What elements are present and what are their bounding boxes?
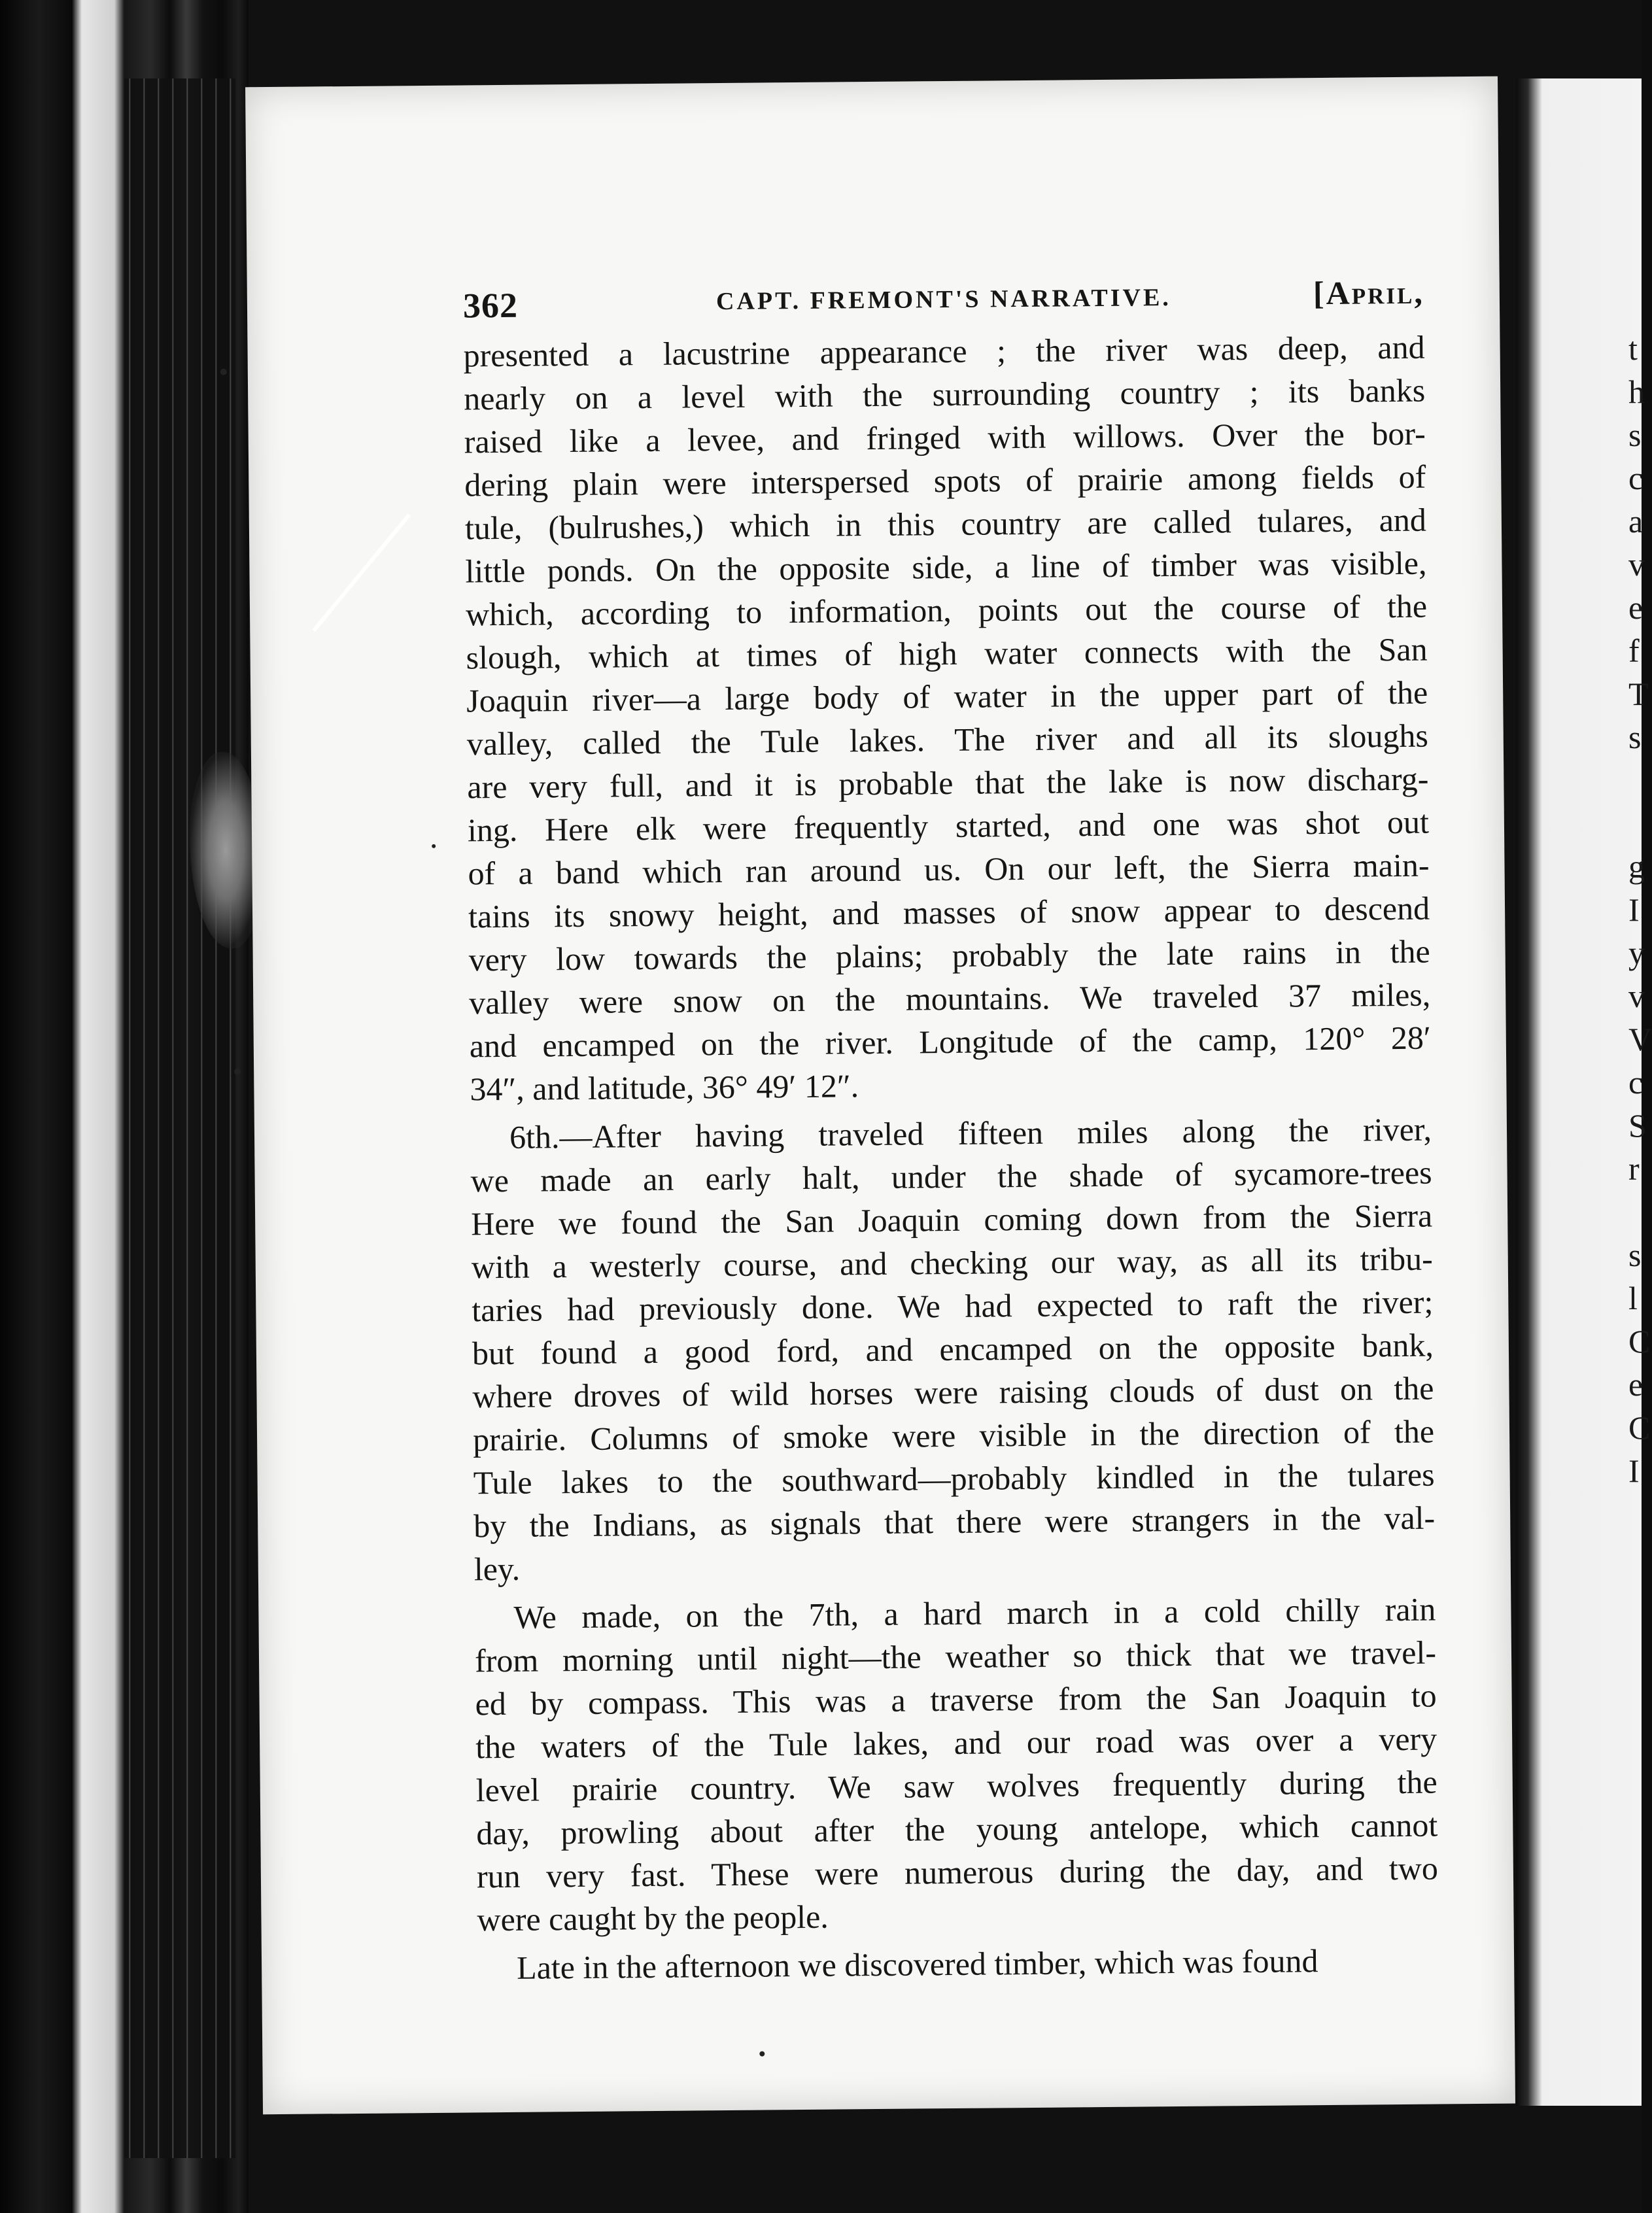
facing-page-letter: s — [1628, 719, 1642, 755]
text-line: valley were snow on the mountains. We traveled 37 miles, — [469, 976, 1431, 1021]
text-line: the waters of the Tule lakes, and our road was over a very — [475, 1720, 1437, 1766]
facing-page-letter: I — [1628, 891, 1640, 928]
text-line: little ponds. On the opposite side, a line of timber was visible, — [465, 544, 1427, 590]
paragraph — [470, 1108, 1436, 1591]
running-month: [April, — [1313, 273, 1425, 312]
text-line: day, prowling about after the young antelope, which cannot — [476, 1806, 1438, 1852]
text-line: tule, (bulrushes,) which in this country are called tulares, and — [464, 501, 1427, 547]
facing-page-letter: l — [1628, 1280, 1638, 1316]
facing-page-letter — [1628, 759, 1642, 802]
text-line: very low towards the plains; probably the late rains in the — [468, 933, 1430, 978]
text-line: we made an early halt, under the shade of sycamore-trees — [470, 1154, 1432, 1199]
facing-page-letter: c — [1628, 1064, 1643, 1101]
book-page — [245, 77, 1515, 2115]
facing-page-letter: t — [1628, 330, 1638, 367]
facing-page-letter: S — [1628, 1107, 1647, 1144]
text-line: ing. Here elk were frequently started, and one was shot out — [467, 803, 1430, 849]
text-line: were caught by the people. — [477, 1898, 829, 1938]
facing-page-letter: v — [1628, 546, 1645, 583]
facing-page-letter: s — [1628, 417, 1642, 453]
text-line: slough, which at times of high water connects with the San — [466, 630, 1428, 676]
text-line: valley, called the Tule lakes. The river and all its sloughs — [466, 717, 1429, 763]
facing-page-letter: a — [1628, 503, 1643, 540]
text-line: Here we found the San Joaquin coming down from the Sierra — [470, 1197, 1433, 1243]
facing-page-letter: v — [1628, 978, 1645, 1014]
facing-page-letter — [1628, 1190, 1642, 1233]
facing-page-letter: I — [1628, 1452, 1640, 1489]
facing-page-letter: r — [1628, 1150, 1640, 1187]
text-line: taries had previously done. We had expected to raft the river; — [472, 1283, 1434, 1329]
facing-page-letter: y — [1628, 935, 1645, 971]
text-line: with a westerly course, and checking our way, as all its tribu- — [471, 1240, 1433, 1286]
text-line: prairie. Columns of smoke were visible in the direction of the — [472, 1413, 1435, 1458]
text-line: run very fast. These were numerous during the day, and two — [476, 1849, 1439, 1895]
text-line: nearly on a level with the surrounding country ; its banks — [463, 371, 1426, 417]
ink-speck — [432, 844, 436, 848]
text-line: presented a lacustrine appearance ; the river was deep, and — [463, 328, 1425, 374]
page-edges — [124, 78, 235, 2158]
facing-page-letter: T — [1628, 676, 1649, 712]
facing-page-letter: h — [1628, 373, 1645, 410]
scan-scratch — [312, 513, 411, 632]
ink-speck — [220, 369, 227, 375]
text-line: where droves of wild horses were raising clouds of dust on the — [472, 1369, 1434, 1415]
facing-page-letter: C — [1628, 1409, 1651, 1446]
text-line: 34″, and latitude, 36° 49′ 12″. — [470, 1067, 859, 1108]
page-text — [463, 273, 1439, 1990]
page-number: 362 — [462, 285, 519, 326]
facing-page-letter: C — [1628, 1323, 1651, 1360]
text-line: ed by compass. This was a traverse from the San Joaquin to — [475, 1677, 1437, 1723]
body-text — [463, 326, 1439, 1990]
facing-page-letter: e — [1628, 589, 1643, 626]
text-line: raised like a levee, and fringed with willows. Over the bor- — [464, 415, 1426, 460]
facing-page-letter — [1628, 802, 1642, 845]
text-line: tains its snowy height, and masses of snow appear to descend — [468, 889, 1430, 935]
facing-page-letter: V — [1628, 1021, 1652, 1057]
text-line: Tule lakes to the southward—probably kindled in the tulares — [473, 1456, 1435, 1501]
ink-speck — [759, 2051, 765, 2057]
text-line: by the Indians, as signals that there were strangers in the val- — [473, 1499, 1436, 1545]
facing-page-letter: s — [1628, 1237, 1642, 1273]
text-line: and encamped on the river. Longitude of the camp, 120° 28′ — [469, 1019, 1432, 1065]
paragraph — [463, 326, 1431, 1111]
text-line: of a band which ran around us. On our left, the Sierra main- — [468, 846, 1430, 892]
text-line: level prairie country. We saw wolves frequently during the — [475, 1763, 1437, 1809]
facing-page-letter: c — [1628, 460, 1643, 496]
text-line: which, according to information, points out the course of the — [465, 587, 1428, 633]
text-line: from morning until night—the weather so thick that we travel- — [474, 1634, 1437, 1679]
ink-speck — [234, 1068, 241, 1074]
facing-page-letter: e — [1628, 1366, 1643, 1403]
paragraph — [474, 1588, 1439, 1942]
paragraph — [477, 1938, 1439, 1990]
running-title: CAPT. FREMONT'S NARRATIVE. — [715, 284, 1172, 316]
text-line: We made, on the 7th, a hard march in a cold chilly rain — [513, 1590, 1436, 1636]
text-line: Late in the afternoon we discovered timber, which was found — [516, 1942, 1318, 1986]
text-line: are very full, and it is probable that the lake is now discharg- — [467, 760, 1429, 806]
text-line: ley. — [473, 1550, 521, 1588]
facing-page-letters — [1628, 327, 1652, 1492]
text-line: 6th.—After having traveled fifteen miles along the river, — [509, 1110, 1432, 1156]
text-line: but found a good ford, and encamped on the opposite bank, — [472, 1326, 1434, 1372]
facing-page-edge — [1516, 78, 1652, 2106]
facing-page-letter: g — [1628, 848, 1645, 885]
running-head — [463, 273, 1425, 334]
facing-page-letter: f — [1628, 632, 1640, 669]
text-line: dering plain were interspersed spots of prairie among fields of — [464, 458, 1426, 504]
text-line: Joaquin river—a large body of water in the upper part of the — [466, 674, 1428, 719]
